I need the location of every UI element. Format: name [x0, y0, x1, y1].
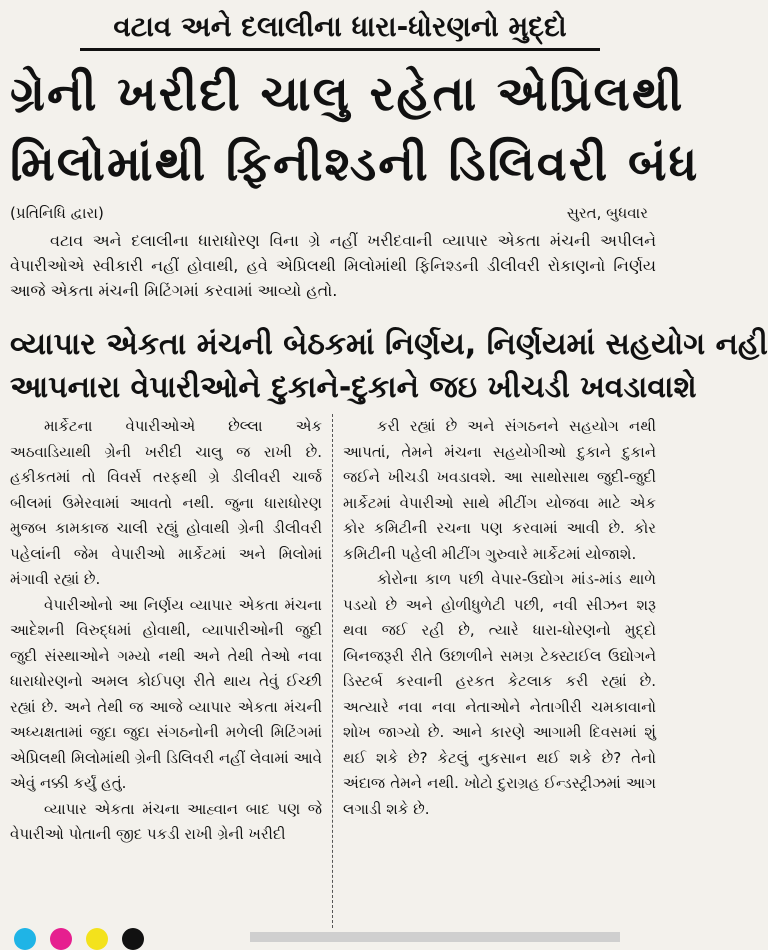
paragraph: માર્કેટના વેપારીઓએ છેલ્લા એક અઠવાડિયાથી ગ્રેની ખરીદી ચાલુ જ રાખી છે. હકીકતમાં તો વિવર્સ તરફથી ગ્રે ડીલીવરી ચાર્જ બીલમાં ઉમેરવામાં આવતો નથી. જુના ધારાધોરણ મુજબ કામકાજ ચાલી રહ્યું હોવાથી ગ્રેની ડીલીવરી પહેલાંની જેમ વેપારીઓ માર્કેટમાં અને મિલોમાં મંગાવી રહ્યાં છે.	[10, 417, 322, 588]
column-left	[10, 414, 333, 928]
main-headline-line-2: મિલોમાંથી ફિનીશ્ડની ડિલિવરી બંધ	[10, 136, 700, 192]
article-body	[10, 414, 656, 928]
byline-dateline: સુરત, બુધવાર	[566, 204, 648, 222]
magenta-registration-dot	[50, 928, 72, 950]
black-registration-dot	[122, 928, 144, 950]
paragraph: કોરોના કાળ પછી વેપાર-ઉદ્યોગ માંડ-માંડ થાળે પડયો છે અને હોળીધુળેટી પછી, નવી સીઝન શરૂ થવા જઈ રહી છે, ત્યારે ધારા-ધોરણનો મુદ્દો બિનજરૂરી રીતે ઉછાળીને સમગ્ર ટેક્સ્ટાઈલ ઉદ્યોગને ડિસ્ટર્બ કરવાની હરકત કેટલાક કરી રહ્યાં છે. અત્યારે નવા નવા નેતાઓને નેતાગીરી ચમકાવાનો શોખ જાગ્યો છે. આને કારણે આગામી દિવસમાં શું થઈ શકે છે? કેટલું નુકસાન થઈ શકે છે? તેનો અંદાજ તેમને નથી. ખોટો દુરાગ્રહ ઈન્ડસ્ટ્રીઝમાં આગ લગાડી શકે છે.	[343, 570, 656, 818]
column-right	[333, 414, 656, 928]
byline-reporter: (પ્રતિનિધિ દ્વારા)	[10, 204, 104, 222]
kicker-headline: વટાવ અને દલાલીના ધારા-ધોરણનો મુદ્દો	[80, 8, 600, 51]
cyan-registration-dot	[14, 928, 36, 950]
intro-paragraph	[10, 228, 656, 303]
subheadline-line-1: વ્યાપાર એકતા મંચની બેઠકમાં નિર્ણય, નિર્ણયમાં સહયોગ નહી	[10, 327, 768, 362]
intro-text: વટાવ અને દલાલીના ધારાધોરણ વિના ગ્રે નહીં ખરીદવાની વ્યાપાર એકતા મંચની અપીલને વેપારીઓએ સ્વીકારી નહીં હોવાથી, હવે એપ્રિલથી મિલોમાંથી ફિનિશ્ડની ડીલીવરી રોકાણનો નિર્ણય આજે એકતા મંચની મિટિંગમાં કરવામાં આવ્યો હતો.	[10, 231, 656, 300]
main-headline-line-1: ગ્રેની ખરીદી ચાલુ રહેતા એપ્રિલથી	[10, 66, 685, 122]
subheadline-line-2: આપનારા વેપારીઓને દુકાને-દુકાને જઇ ખીચડી ખવડાવાશે	[10, 370, 697, 405]
print-registration-marks	[0, 928, 662, 942]
paragraph: કરી રહ્યાં છે અને સંગઠનને સહયોગ નથી આપતાં, તેમને મંચના સહયોગીઓ દુકાને દુકાને જઈને ખીચડી ખવડાવશે. આ સાથોસાથ જુદી-જુદી માર્કેટમાં વેપારીઓ સાથે મીટીંગ યોજવા માટે એક કોર કમિટીની રચના પણ કરવામાં આવી છે. કોર કમિટીની પહેલી મીટીંગ ગુરુવારે માર્કેટમાં યોજાશે.	[343, 417, 656, 563]
yellow-registration-dot	[86, 928, 108, 950]
paragraph: વ્યાપાર એકતા મંચના આહ્વાન બાદ પણ જે વેપારીઓ પોતાની જીદ પકડી રાખી ગ્રેની ખરીદી	[10, 799, 322, 843]
gray-print-bar	[250, 932, 620, 942]
paragraph: વેપારીઓનો આ નિર્ણય વ્યાપાર એકતા મંચના આદેશની વિરુદ્ધમાં હોવાથી, વ્યાપારીઓની જુદી જુદી સંસ્થાઓને ગમ્યો નથી અને તેથી તેઓ નવા ધારાધોરણનો અમલ કોઈપણ રીતે થાય તેવું ઈચ્છી રહ્યાં છે. અને તેથી જ આજે વ્યાપાર એકતા મંચની અધ્યક્ષતામાં જુદા જુદા સંગઠનોની મળેલી મિટિંગમાં એપ્રિલથી મિલોમાંથી ગ્રેની ડિલિવરી નહીં લેવામાં આવે એવું નક્કી કર્યું હતું.	[10, 595, 322, 792]
